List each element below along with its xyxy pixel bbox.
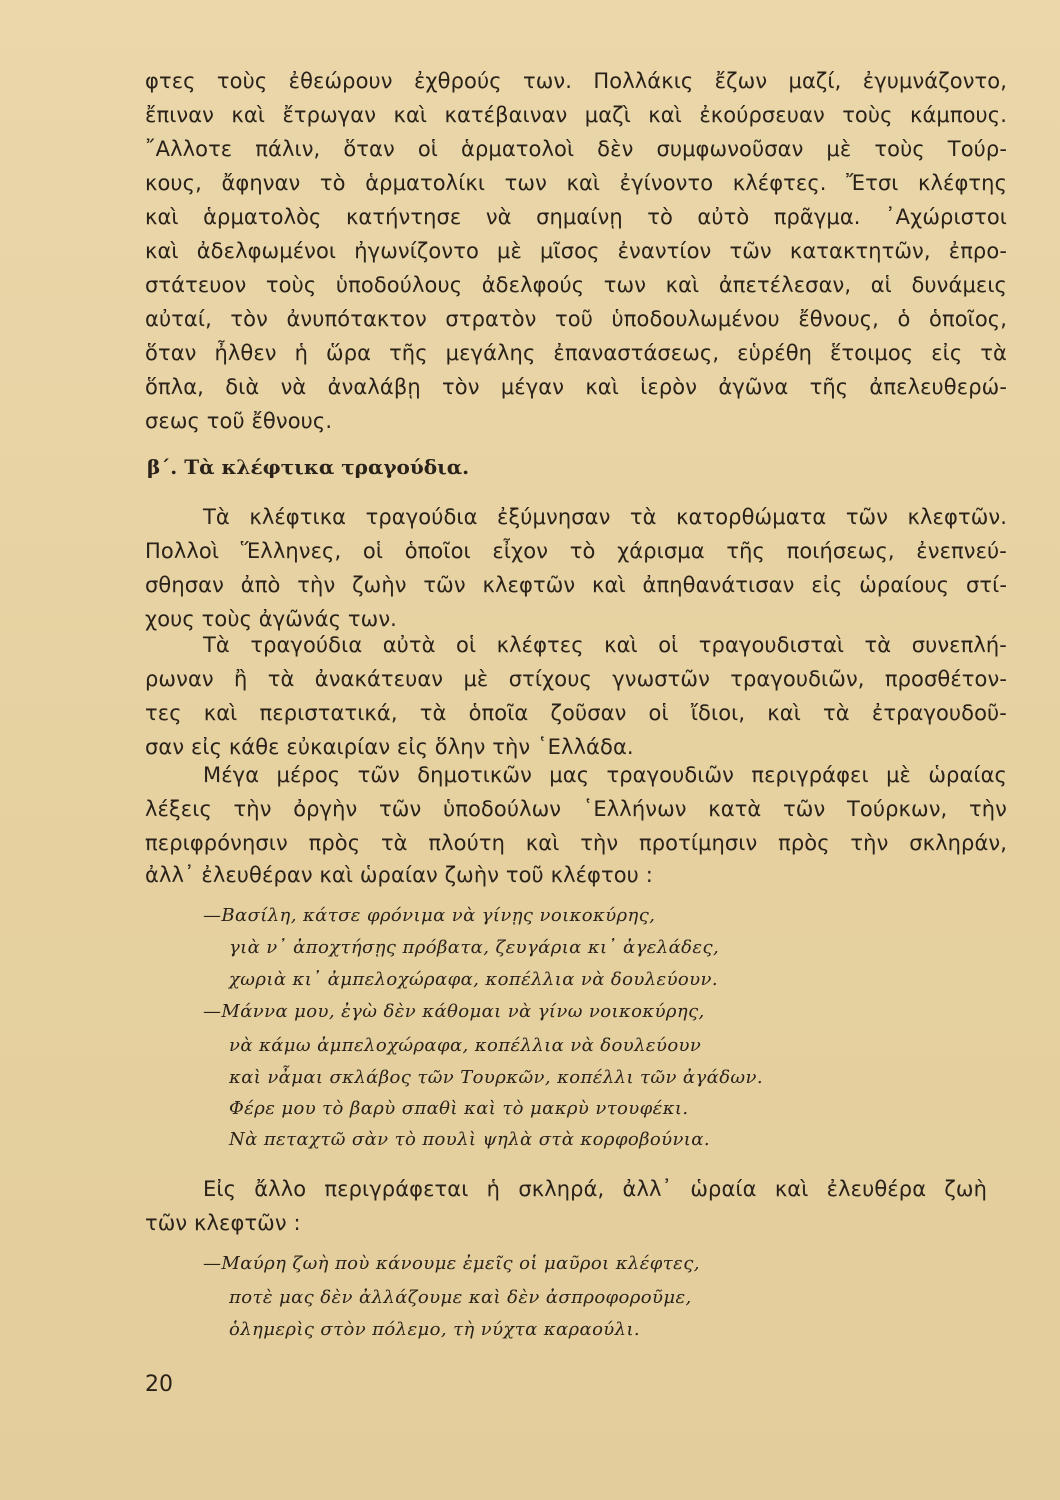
text-line: ὅταν ἦλθεν ἡ ὥρα τῆς μεγάλης ἐπαναστάσεως, εὑρέθη ἕτοιμος εἰς τὰ	[145, 341, 1007, 365]
text-line: ὅπλα, διὰ νὰ ἀναλάβῃ τὸν μέγαν καὶ ἱερὸν ἀγῶνα τῆς ἀπελευθερώ-	[145, 375, 1007, 399]
section-heading: β΄. Τὰ κλέφτικα τραγούδια.	[147, 455, 470, 479]
text-line: Μέγα μέρος τῶν δημοτικῶν μας τραγουδιῶν περιγράφει μὲ ὡραίας	[203, 763, 1007, 787]
text-line: τες καὶ περιστατικά, τὰ ὁποῖα ζοῦσαν οἱ ἴδιοι, καὶ τὰ ἐτραγουδοῦ-	[145, 701, 1007, 725]
verse-line: ποτὲ μας δὲν ἀλλάζουμε καὶ δὲν ἀσπροφοροῦμε,	[229, 1287, 692, 1308]
verse-line: γιὰ ν᾿ ἀποχτήσῃς πρόβατα, ζευγάρια κι᾿ ἀγελάδες,	[229, 937, 720, 958]
text-line: ἔπιναν καὶ ἔτρωγαν καὶ κατέβαιναν μαζὶ καὶ ἐκούρσευαν τοὺς κάμπους.	[145, 103, 1007, 127]
text-line: Εἰς ἄλλο περιγράφεται ἡ σκληρά, ἀλλ᾿ ὡραία καὶ ἐλευθέρα ζωὴ	[203, 1177, 987, 1201]
text-line: καὶ ἁρματολὸς κατήντησε νὰ σημαίνῃ τὸ αὐτὸ πρᾶγμα. ᾿Αχώριστοι	[145, 205, 1007, 229]
text-line: σεως τοῦ ἔθνους.	[145, 409, 333, 433]
text-line: χους τοὺς ἀγῶνάς των.	[145, 607, 397, 631]
text-line: Πολλοὶ Ἕλληνες, οἱ ὁποῖοι εἶχον τὸ χάρισμα τῆς ποιήσεως, ἐνεπνεύ-	[145, 539, 1007, 563]
verse-line: χωριὰ κι᾿ ἀμπελοχώραφα, κοπέλλια νὰ δουλεύουν.	[229, 969, 718, 990]
text-line: περιφρόνησιν πρὸς τὰ πλούτη καὶ τὴν προτίμησιν πρὸς τὴν σκληράν,	[145, 831, 1007, 855]
verse-line: Νὰ πεταχτῶ σὰν τὸ πουλὶ ψηλὰ στὰ κορφοβούνια.	[229, 1129, 710, 1150]
text-line: καὶ ἀδελφωμένοι ἠγωνίζοντο μὲ μῖσος ἐναντίον τῶν κατακτητῶν, ἐπρο-	[145, 239, 1007, 263]
text-line: ῎Αλλοτε πάλιν, ὅταν οἱ ἁρματολοὶ δὲν συμφωνοῦσαν μὲ τοὺς Τούρ-	[145, 137, 1007, 161]
verse-line: καὶ νἆμαι σκλάβος τῶν Τουρκῶν, κοπέλλι τῶν ἀγάδων.	[229, 1067, 763, 1088]
text-line: σθησαν ἀπὸ τὴν ζωὴν τῶν κλεφτῶν καὶ ἀπηθανάτισαν εἰς ὡραίους στί-	[145, 573, 1007, 597]
text-line: κους, ἄφηναν τὸ ἁρματολίκι των καὶ ἐγίνοντο κλέφτες. Ἔτσι κλέφτης	[145, 171, 1007, 195]
verse-line: —Μάννα μου, ἐγὼ δὲν κάθομαι νὰ γίνω νοικοκύρης,	[203, 1001, 705, 1022]
text-line: φτες τοὺς ἐθεώρουν ἐχθρούς των. Πολλάκις ἔζων μαζί, ἐγυμνάζοντο,	[145, 69, 1007, 93]
verse-line: —Βασίλη, κάτσε φρόνιμα νὰ γίνῃς νοικοκύρης,	[203, 905, 656, 926]
text-line: ἀλλ᾿ ἐλευθέραν καὶ ὡραίαν ζωὴν τοῦ κλέφτου :	[145, 863, 653, 887]
text-line: σαν εἰς κάθε εὐκαιρίαν εἰς ὅλην τὴν ῾Ελλάδα.	[145, 735, 634, 759]
text-line: λέξεις τὴν ὀργὴν τῶν ὑποδούλων ῾Ελλήνων κατὰ τῶν Τούρκων, τὴν	[145, 797, 1007, 821]
text-line: αὐταί, τὸν ἀνυπότακτον στρατὸν τοῦ ὑποδουλωμένου ἔθνους, ὁ ὁποῖος,	[145, 307, 1007, 331]
verse-line: —Μαύρη ζωὴ ποὺ κάνουμε ἐμεῖς οἱ μαῦροι κλέφτες,	[203, 1253, 700, 1274]
page-number: 20	[145, 1372, 173, 1397]
text-line: Τὰ κλέφτικα τραγούδια ἐξύμνησαν τὰ κατορθώματα τῶν κλεφτῶν.	[203, 505, 1007, 529]
text-line: Τὰ τραγούδια αὐτὰ οἱ κλέφτες καὶ οἱ τραγουδισταὶ τὰ συνεπλή-	[203, 633, 1007, 657]
verse-line: ὁλημερὶς στὸν πόλεμο, τὴ νύχτα καραούλι.	[229, 1319, 641, 1340]
text-line: ρωναν ἢ τὰ ἀνακάτευαν μὲ στίχους γνωστῶν τραγουδιῶν, προσθέτον-	[145, 667, 1007, 691]
text-line: στάτευον τοὺς ὑποδούλους ἀδελφούς των καὶ ἀπετέλεσαν, αἱ δυνάμεις	[145, 273, 1007, 297]
verse-line: νὰ κάμω ἀμπελοχώραφα, κοπέλλια νὰ δουλεύουν	[229, 1035, 702, 1056]
text-line: τῶν κλεφτῶν :	[145, 1211, 301, 1235]
verse-line: Φέρε μου τὸ βαρὺ σπαθὶ καὶ τὸ μακρὺ ντουφέκι.	[229, 1098, 689, 1119]
